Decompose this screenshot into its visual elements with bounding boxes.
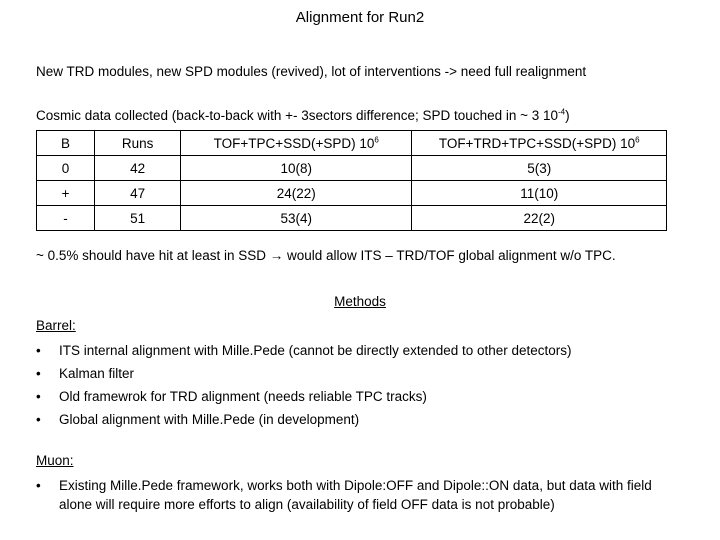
cell-b: - (37, 206, 95, 231)
barrel-heading: Barrel: (36, 318, 76, 333)
methods-heading-label: Methods (334, 294, 386, 309)
list-item: • Old framewrok for TRD alignment (needs reliable TPC tracks) (36, 385, 572, 408)
list-item: • Global alignment with Mille.Pede (in development) (36, 408, 572, 431)
header-exponent: 6 (374, 135, 379, 144)
header-runs: Runs (95, 131, 181, 156)
header-tof-tpc-ssd-label: TOF+TPC+SSD(+SPD) 10 (213, 135, 375, 151)
cosmic-text-end: ) (565, 108, 570, 123)
table-header-row (37, 131, 667, 156)
page-title: Alignment for Run2 (295, 9, 425, 26)
cell-tof-tpc-ssd: 24(22) (181, 181, 412, 206)
list-item: • ITS internal alignment with Mille.Pede (cannot be directly extended to other detectors) (36, 339, 572, 362)
cosmic-text (36, 108, 570, 123)
list-item: • Kalman filter (36, 362, 572, 385)
cosmic-exponent: -4 (558, 107, 566, 117)
cosmic-runs-table (36, 130, 667, 231)
cosmic-text-main: Cosmic data collected (back-to-back with +- 3sectors difference; SPD touched in ~ 3 10 (36, 108, 559, 123)
table-row (37, 206, 667, 231)
header-tof-trd-tpc-ssd-label: TOF+TRD+TPC+SSD(+SPD) 10 (438, 135, 636, 151)
cell-b: + (37, 181, 95, 206)
intro-text: New TRD modules, new SPD modules (revived), lot of interventions -> need full realignment (36, 64, 587, 79)
cell-tof-trd-tpc-ssd: 11(10) (412, 181, 667, 206)
header-tof-tpc-ssd (181, 131, 412, 156)
cell-runs: 47 (95, 181, 181, 206)
table-row (37, 156, 667, 181)
table-row (37, 181, 667, 206)
muon-list (36, 476, 679, 514)
list-item: • Existing Mille.Pede framework, works both with Dipole:OFF and Dipole::ON data, but data with field alone will require more efforts to align (availability of field OFF data is not probable) (36, 476, 679, 514)
cell-runs: 42 (95, 156, 181, 181)
cell-tof-trd-tpc-ssd: 22(2) (412, 206, 667, 231)
cell-tof-tpc-ssd: 10(8) (181, 156, 412, 181)
cell-tof-trd-tpc-ssd: 5(3) (412, 156, 667, 181)
ssd-note: ~ 0.5% should have hit at least in SSD → would allow ITS – TRD/TOF global alignment w/o TPC. (36, 248, 616, 263)
header-exponent: 6 (635, 135, 640, 144)
methods-heading (0, 294, 720, 309)
cell-runs: 51 (95, 206, 181, 231)
barrel-list (36, 339, 572, 431)
header-tof-trd-tpc-ssd (412, 131, 667, 156)
cell-b: 0 (37, 156, 95, 181)
muon-heading: Muon: (36, 453, 74, 468)
header-b: B (37, 131, 95, 156)
cell-tof-tpc-ssd: 53(4) (181, 206, 412, 231)
